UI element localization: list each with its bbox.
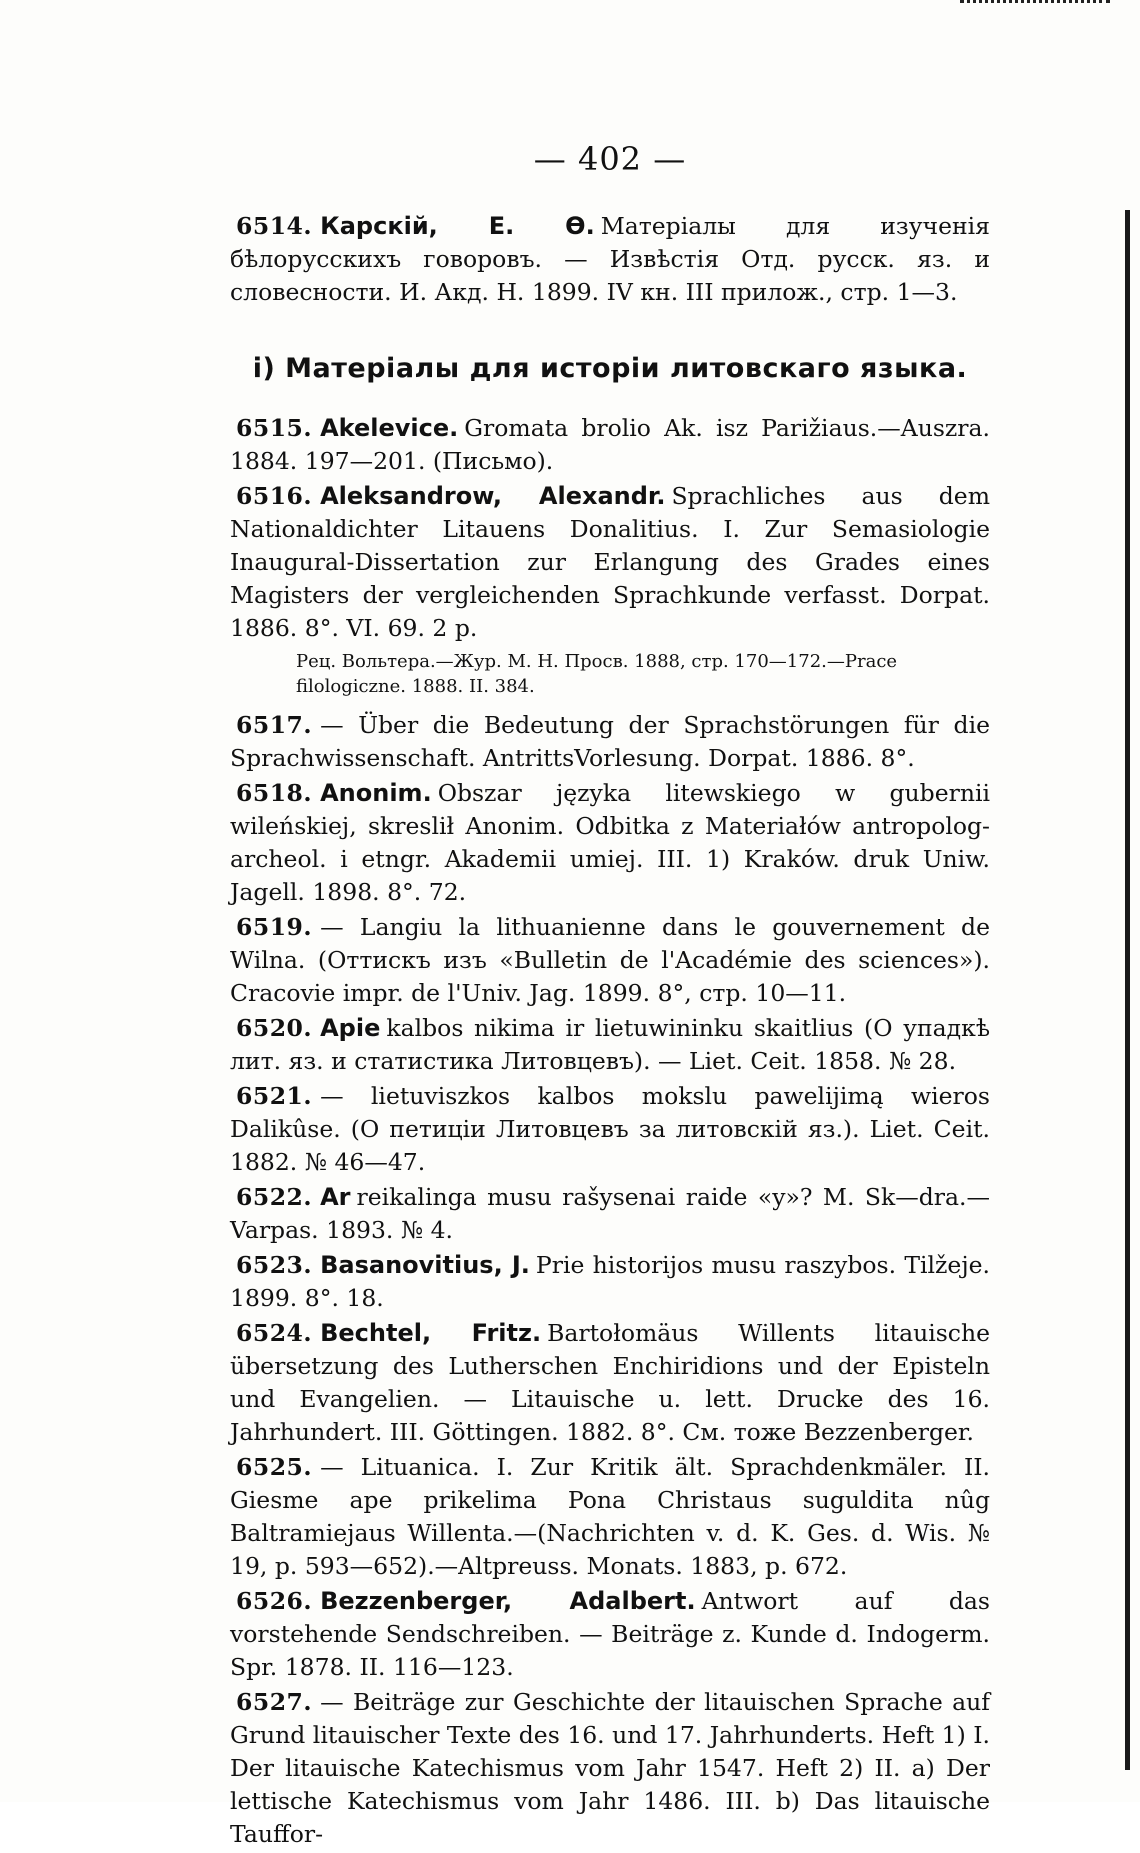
entry-review-note: Рец. Вольтера.—Жур. М. Н. Просв. 1888, стр. 170—172.—Prace filologiczne. 1888. II. 384. [296,651,898,697]
entry-text: reikalinga musu rašysenai raide «y»? M. Sk—dra.—Varpas. 1893. № 4. [230,1183,990,1244]
bibliography-entry [230,777,990,909]
entry-author: Карскій, Е. Ѳ. [320,212,595,240]
scan-edge-rule [1125,210,1130,1770]
entry-number: 6518. [236,779,313,807]
entry-text: — Langiu la lithuanienne dans le gouvernement de Wilna. (Оттискъ изъ «Bulletin de l'Académie des sciences»). Cracovie impr. de l'Univ. Jag. 1899. 8°, стр. 10—11. [230,913,990,1007]
entry-number: 6523. [236,1251,313,1279]
entry-text: — Über die Bedeutung der Sprachstörungen für die Sprachwissenschaft. AntrittsVorlesung. Dorpat. 1886. 8°. [230,711,990,772]
entry-author: Ar [320,1183,351,1211]
entry-text: — Beiträge zur Geschichte der litauischen Sprache auf Grund litauischer Texte des 16. und 17. Jahrhunderts. Heft 1) I. Der litauische Katechismus vom Jahr 1547. Heft 2) II. a) Der lettische Katechismus vom Jahr 1486. III. b) Das litauische Tauffor- [230,1688,990,1848]
entry-text: Gromata brolio Ak. isz Parižiaus.—Auszra. 1884. 197—201. (Письмо). [230,414,990,475]
scan-specks [960,0,1110,11]
entry-author: Apie [320,1014,381,1042]
bibliography-entry [230,1012,990,1078]
bibliography-entry [230,1317,990,1449]
entry-text: Prie historijos musu raszybos. Tilžeje. 1899. 8°. 18. [230,1251,990,1312]
entry-number: 6520. [236,1014,313,1042]
bibliography-entry [230,1080,990,1179]
entry-author: Anonim. [320,779,432,807]
bibliography-entry [230,480,990,645]
entry-text: Bartołomäus Willents litauische übersetzung des Lutherschen Enchiridions und der Episteln und Evangelien. — Litauische u. lett. Drucke des 16. Jahrhundert. III. Göttingen. 1882. 8°. См. тоже Bezzenberger. [230,1319,990,1446]
entry-number: 6517. [236,711,313,739]
entry-author: Bechtel, Fritz. [320,1319,542,1347]
bibliography-entry [230,210,990,309]
bibliography-entry [230,1249,990,1315]
entry-number: 6519. [236,913,313,941]
entry-author: Aleksandrow, Alexandr. [320,482,666,510]
bibliography-entry [230,1181,990,1247]
entry-number: 6515. [236,414,313,442]
entry-number: 6526. [236,1587,313,1615]
entry-number: 6514. [236,212,313,240]
bibliography-entries [230,412,990,1851]
bibliography-entry [230,1451,990,1583]
bibliography-entry [230,1585,990,1684]
entry-text: Sprachliches aus dem Nationaldichter Litauens Donalitius. I. Zur Semasiologie Inaugural-Dissertation zur Erlangung des Grades eines Magisters der vergleichenden Sprachkunde verfasst. Dorpat. 1886. 8°. VI. 69. 2 p. [230,482,990,642]
entry-text: Antwort auf das vorstehende Sendschreiben. — Beiträge z. Kunde d. Indogerm. Spr. 1878. II. 116—123. [230,1587,990,1681]
entry-text: kalbos nikima ir lietuwininku skaitlius (О упадкѣ лит. яз. и статистика Литовцевъ). — Liet. Ceit. 1858. № 28. [230,1014,990,1075]
section-heading: i) Матеріалы для исторіи литовскаго языка. [252,353,968,384]
entry-author: Akelevice. [320,414,459,442]
page-number: — 402 — [533,140,687,178]
entry-text: Матеріалы для изученія бѣлорусскихъ говоровъ. — Извѣстія Отд. русск. яз. и словесности. И. Акд. Н. 1899. IV кн. III прилож., стр. 1—3. [230,212,990,306]
entry-number: 6516. [236,482,313,510]
entry-number: 6527. [236,1688,313,1716]
entry-author: Bezzenberger, Adalbert. [320,1587,696,1615]
bibliography-entry [230,911,990,1010]
entry-text: — Lituanica. I. Zur Kritik ält. Sprachdenkmäler. II. Giesme ape prikelima Pona Christaus suguldita nûg Baltramiejaus Willenta.—(Nachrichten v. d. K. Ges. d. Wis. № 19, p. 593—652).—Altpreuss. Monats. 1883, p. 672. [230,1453,990,1580]
entry-number: 6522. [236,1183,313,1211]
bibliography-entry [230,1686,990,1851]
entry-text: Obszar języka litewskiego w gubernii wileńskiej, skreslił Anonim. Odbitka z Materiałów antropolog-archeol. i etngr. Akademii umiej. III. 1) Kraków. druk Uniw. Jagell. 1898. 8°. 72. [230,779,990,906]
entry-number: 6524. [236,1319,313,1347]
entry-text: — lietuviszkos kalbos mokslu pawelijimą wieros Dalikûse. (О петиціи Литовцевъ за литовскій яз.). Liet. Ceit. 1882. № 46—47. [230,1082,990,1176]
entry-number: 6525. [236,1453,313,1481]
bibliography-entry [230,412,990,478]
bibliography-entry [230,709,990,775]
entries-before-section [230,210,990,309]
entry-author: Basanovitius, J. [320,1251,530,1279]
entry-number: 6521. [236,1082,313,1110]
text-column [230,140,990,1853]
